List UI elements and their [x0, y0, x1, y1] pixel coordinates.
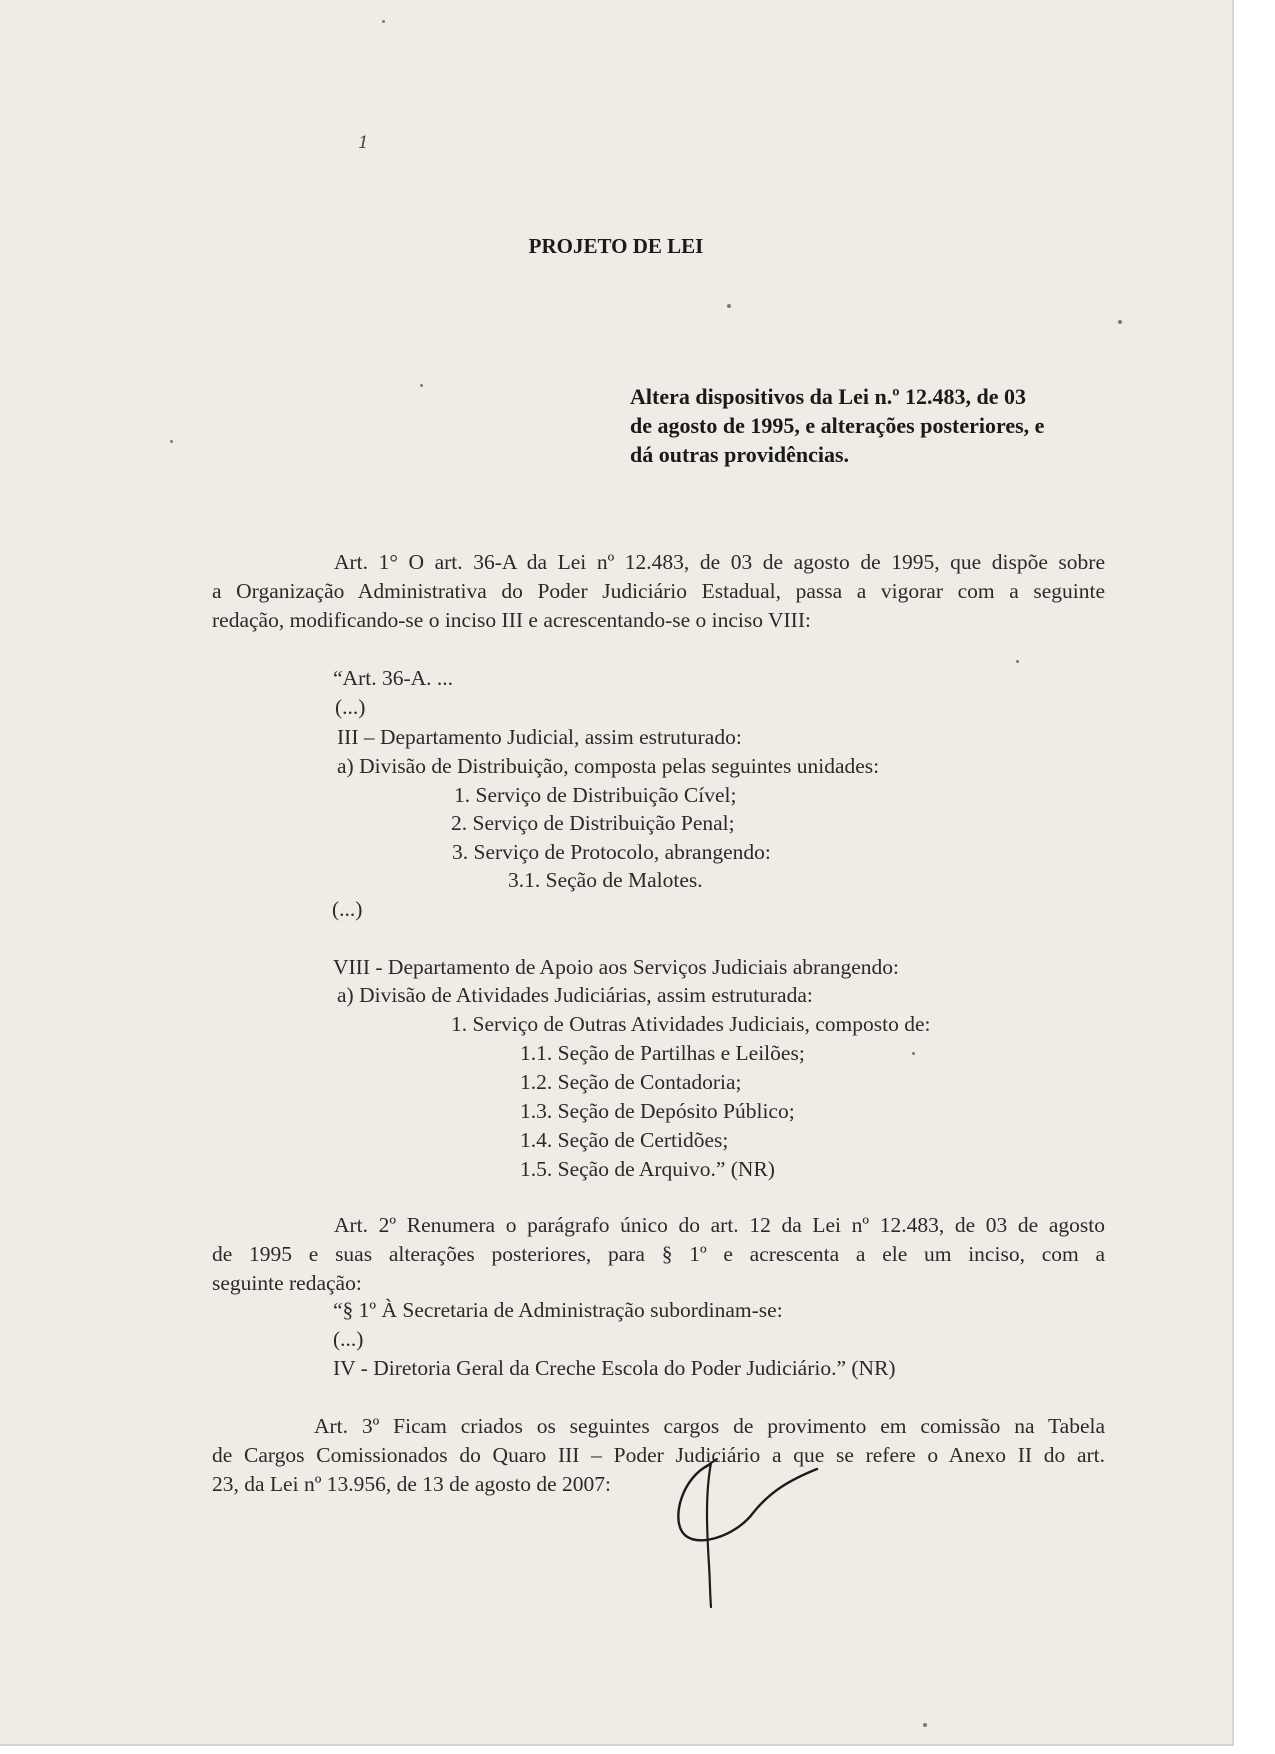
item: 2. Serviço de Distribuição Penal; — [451, 811, 735, 835]
scan-speck — [912, 1052, 915, 1055]
ementa-line: Altera dispositivos da Lei n.º 12.483, de 03 — [630, 384, 1026, 409]
article-2-line: seguinte redação: — [212, 1271, 362, 1295]
sub-item: 1.2. Seção de Contadoria; — [520, 1070, 742, 1094]
alinea-a-iii: a) Divisão de Distribuição, composta pelas seguintes unidades: — [337, 754, 880, 778]
document-title: PROJETO DE LEI — [528, 234, 704, 258]
inciso-iii: III – Departamento Judicial, assim estruturado: — [337, 725, 742, 749]
item: 3. Serviço de Protocolo, abrangendo: — [452, 840, 771, 864]
article-1-line: redação, modificando-se o inciso III e acrescentando-se o inciso VIII: — [212, 608, 811, 632]
ementa — [630, 382, 1105, 469]
scan-speck — [923, 1723, 927, 1727]
scan-speck — [420, 384, 423, 387]
article-3-line: de Cargos Comissionados do Quaro III – Poder Judiciário a que se refere o Anexo II do art. — [212, 1443, 1105, 1467]
ementa-line: de agosto de 1995, e alterações posteriores, e — [630, 413, 1045, 438]
sub-item: 1.1. Seção de Partilhas e Leilões; — [520, 1041, 805, 1065]
ementa-line: dá outras providências. — [630, 442, 850, 467]
quote-ellipsis: (...) — [332, 897, 363, 921]
sub-item: 1.5. Seção de Arquivo.” (NR) — [520, 1157, 775, 1181]
article-2-line: de 1995 e suas alterações posteriores, para § 1º e acrescenta a ele um inciso, com a — [212, 1242, 1105, 1266]
inciso-viii: VIII - Departamento de Apoio aos Serviços Judiciais abrangendo: — [333, 955, 900, 979]
sub-item: 1.3. Seção de Depósito Público; — [520, 1099, 795, 1123]
quote-ellipsis: (...) — [335, 695, 366, 719]
article-3 — [212, 1412, 1105, 1499]
sub-item: 3.1. Seção de Malotes. — [508, 868, 703, 892]
article-1 — [212, 548, 1105, 635]
signature-rubric — [665, 1455, 825, 1615]
sub-item: 1.4. Seção de Certidões; — [520, 1128, 729, 1152]
article-2-line: Art. 2º Renumera o parágrafo único do art. 12 da Lei nº 12.483, de 03 de agosto — [334, 1213, 1105, 1237]
article-2 — [212, 1211, 1105, 1298]
item: 1. Serviço de Outras Atividades Judiciais, composto de: — [451, 1012, 931, 1036]
quote-heading: “Art. 36-A. ... — [333, 666, 454, 690]
alinea-a-viii: a) Divisão de Atividades Judiciárias, assim estruturada: — [337, 983, 813, 1007]
article-1-line: a Organização Administrativa do Poder Judiciário Estadual, passa a vigorar com a seguinte — [212, 579, 1105, 603]
scan-speck — [1016, 660, 1019, 663]
article-1-line: Art. 1° O art. 36-A da Lei nº 12.483, de 03 de agosto de 1995, que dispõe sobre — [334, 550, 1105, 574]
quote-ellipsis: (...) — [333, 1327, 364, 1351]
quote-paragraph: “§ 1º À Secretaria de Administração subordinam-se: — [333, 1298, 783, 1322]
article-3-line: Art. 3º Ficam criados os seguintes cargos de provimento em comissão na Tabela — [314, 1414, 1105, 1438]
page-number-mark: 1 — [358, 133, 369, 153]
inciso-iv: IV - Diretoria Geral da Creche Escola do Poder Judiciário.” (NR) — [333, 1356, 896, 1380]
scan-speck — [1118, 320, 1122, 324]
scan-speck — [170, 440, 173, 443]
scan-speck — [382, 20, 385, 23]
item: 1. Serviço de Distribuição Cível; — [454, 783, 737, 807]
article-3-line: 23, da Lei nº 13.956, de 13 de agosto de 2007: — [212, 1472, 611, 1496]
scan-speck — [727, 304, 731, 308]
